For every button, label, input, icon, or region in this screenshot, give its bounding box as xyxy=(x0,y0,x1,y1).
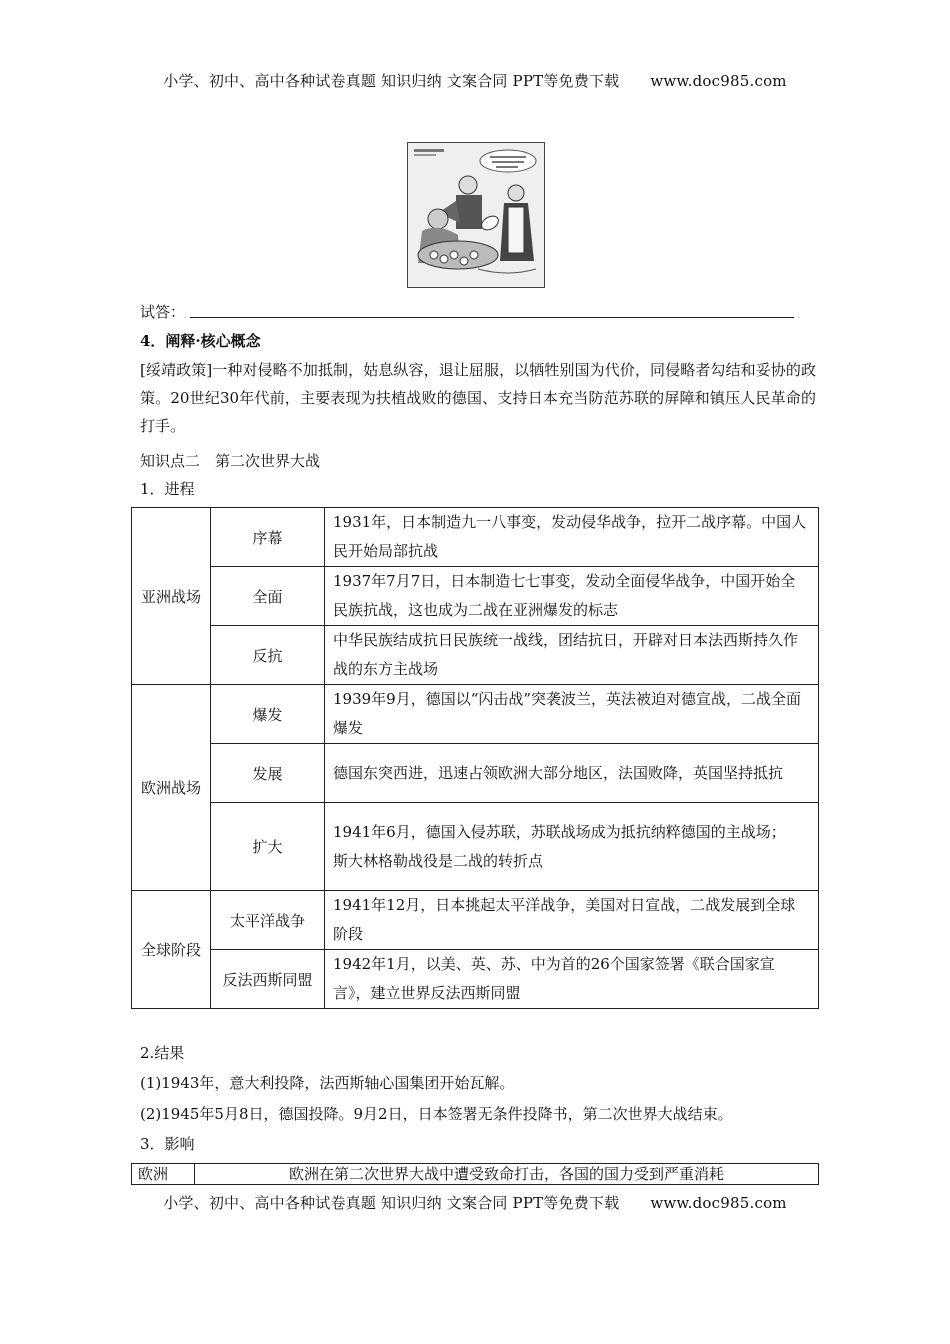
result-title: 2.结果 xyxy=(140,1044,185,1062)
answer-label: 试答： xyxy=(140,303,186,321)
stage-name: 序幕 xyxy=(211,508,325,567)
footer-url[interactable]: www.doc985.com xyxy=(650,1194,787,1212)
stage-name: 扩大 xyxy=(211,803,325,891)
stage-description: 1931年，日本制造九一八事变，发动侵华战争，拉开二战序幕。中国人民开始局部抗战 xyxy=(325,508,819,567)
stage-description: 1937年7月7日，日本制造七七事变，发动全面侵华战争，中国开始全民族抗战，这也成为二战在亚洲爆发的标志 xyxy=(325,567,819,626)
result-item: (1)1943年，意大利投降，法西斯轴心国集团开始瓦解。 xyxy=(140,1074,515,1092)
stage-description: 中华民族结成抗日民族统一战线，团结抗日，开辟对日本法西斯持久作战的东方主战场 xyxy=(325,626,819,685)
stage-description: 1941年12月，日本挑起太平洋战争，美国对日宣战，二战发展到全球阶段 xyxy=(325,891,819,950)
footer-text: 小学、初中、高中各种试卷真题 知识归纳 文案合同 PPT等免费下载 xyxy=(163,1194,620,1212)
result-item: (2)1945年5月8日，德国投降。9月2日，日本签署无条件投降书，第二次世界大战结束。 xyxy=(140,1105,733,1123)
stage-description: 1942年1月，以美、英、苏、中为首的26个国家签署《联合国家宣言》，建立世界反法西斯同盟 xyxy=(325,950,819,1009)
appeasement-paragraph: [绥靖政策]一种对侵略不加抵制，姑息纵容，退让屈服，以牺牲别国为代价，同侵略者勾结和妥协的政策。20世纪30年代前，主要表现为扶植战败的德国、支持日本充当防范苏联的屏障和镇压人民革命的打手。 xyxy=(140,361,816,435)
knowledge-point-2-title: 知识点二 第二次世界大战 xyxy=(140,452,321,470)
impact-table xyxy=(131,1163,819,1185)
stage-description: 1939年9月，德国以“闪击战”突袭波兰，英法被迫对德宣战，二战全面爆发 xyxy=(325,685,819,744)
section-4-title: 4．阐释·核心概念 xyxy=(140,332,261,350)
stage-description: 德国东突西进，迅速占领欧洲大部分地区，法国败降，英国坚持抵抗 xyxy=(325,744,819,803)
group-name: 欧洲战场 xyxy=(132,685,211,891)
answer-blank-line[interactable] xyxy=(190,317,794,318)
progress-title: 1．进程 xyxy=(140,480,195,498)
page-footer xyxy=(0,1192,950,1213)
stage-description-line: 斯大林格勒战役是二战的转折点 xyxy=(333,851,544,870)
stage-name: 发展 xyxy=(211,744,325,803)
stage-name: 反法西斯同盟 xyxy=(211,950,325,1009)
stage-description xyxy=(325,803,819,891)
header-text: 小学、初中、高中各种试卷真题 知识归纳 文案合同 PPT等免费下载 xyxy=(163,72,620,90)
impact-region: 欧洲 xyxy=(132,1164,195,1185)
war-progress-table xyxy=(131,507,819,1009)
stage-name: 爆发 xyxy=(211,685,325,744)
header-url[interactable]: www.doc985.com xyxy=(650,72,787,90)
political-cartoon-image xyxy=(407,142,545,288)
group-name: 亚洲战场 xyxy=(132,508,211,685)
group-name: 全球阶段 xyxy=(132,891,211,1009)
cartoon-drawing xyxy=(408,143,544,287)
page-header xyxy=(0,70,950,91)
stage-name: 反抗 xyxy=(211,626,325,685)
stage-name: 全面 xyxy=(211,567,325,626)
stage-name: 太平洋战争 xyxy=(211,891,325,950)
impact-title: 3．影响 xyxy=(140,1135,195,1153)
stage-description-line: 1941年6月，德国入侵苏联，苏联战场成为抵抗纳粹德国的主战场； xyxy=(333,822,786,841)
impact-text: 欧洲在第二次世界大战中遭受致命打击，各国的国力受到严重消耗 xyxy=(195,1164,819,1185)
